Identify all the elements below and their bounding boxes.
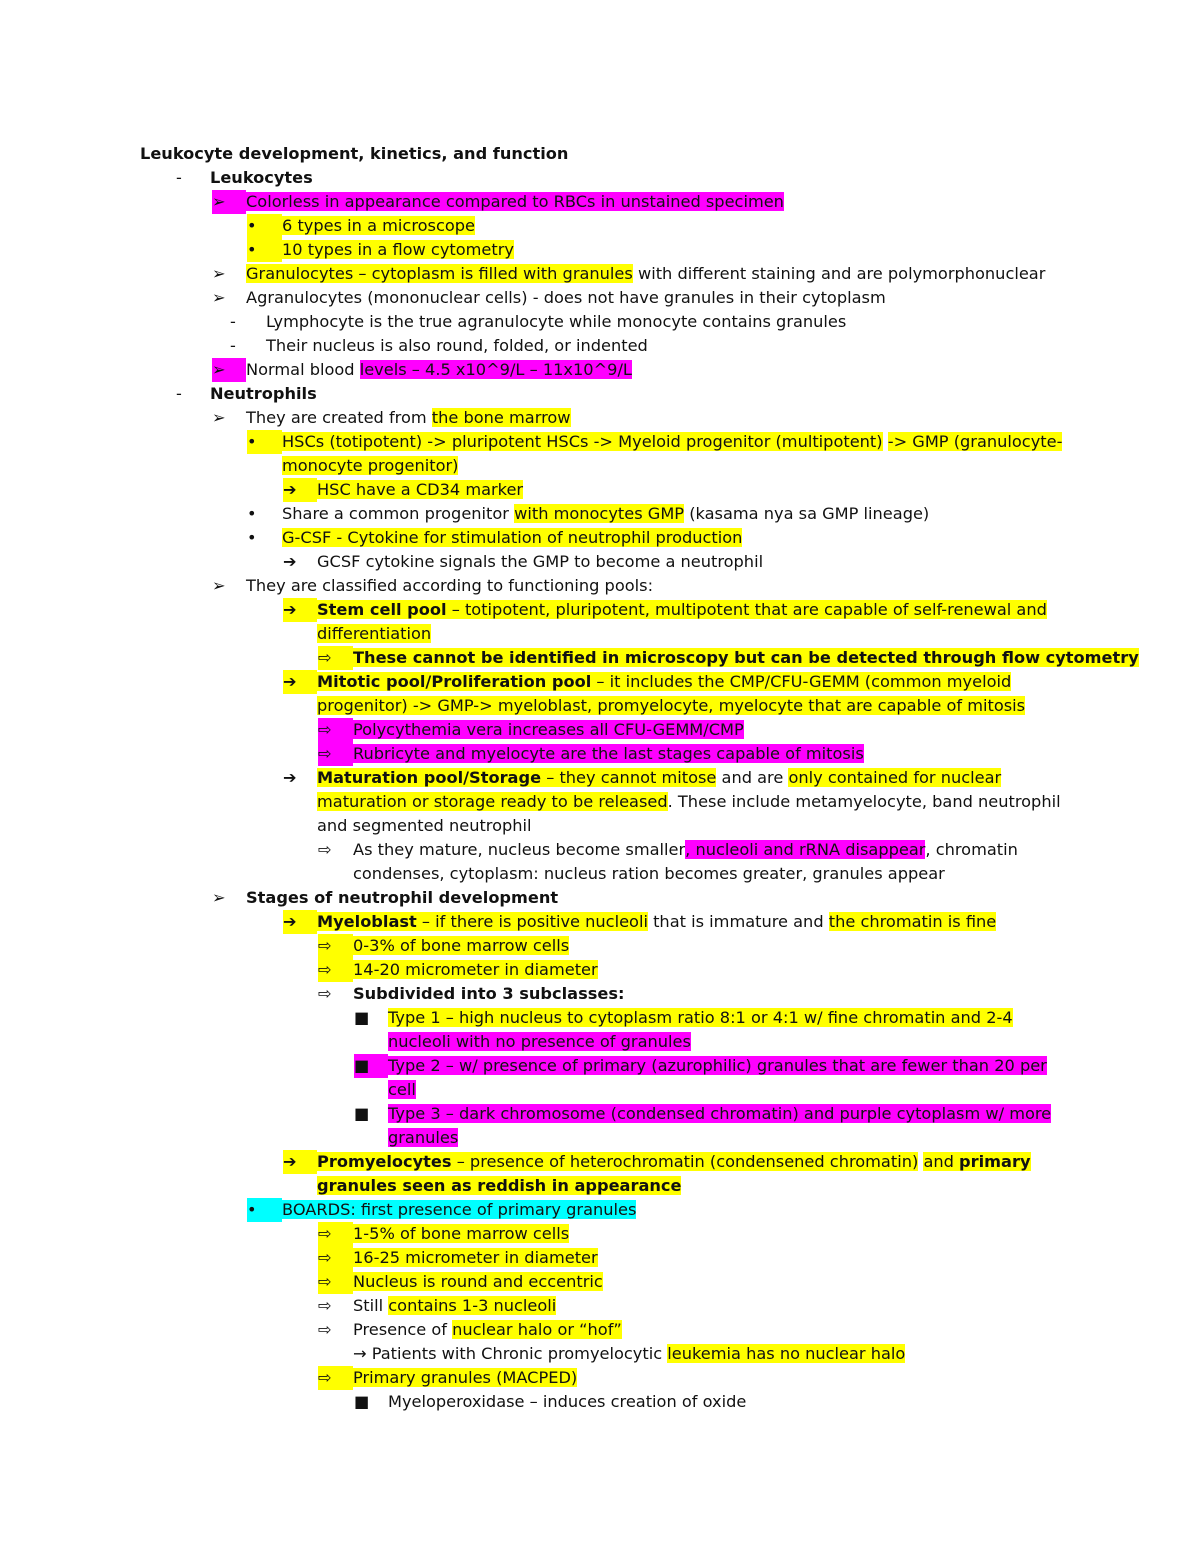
- arrow-marker-icon: ➢: [212, 264, 226, 283]
- oarrow-marker-icon: ⇨: [318, 840, 332, 859]
- text-line: [247, 1198, 636, 1222]
- text-line: [318, 646, 1139, 670]
- highlighted-text: 6 types in a microscope: [282, 216, 475, 235]
- bullet-marker-icon: •: [247, 1198, 282, 1222]
- text-line: [317, 694, 1025, 718]
- text-line: [318, 958, 598, 982]
- text-line: [212, 190, 784, 214]
- line-text: → Patients with Chronic promyelocytic: [353, 1344, 668, 1363]
- highlighted-text: 16-25 micrometer in diameter: [353, 1248, 598, 1267]
- text-line: [354, 1390, 746, 1414]
- highlighted-text: Maturation pool/Storage: [317, 768, 542, 787]
- text-line: [354, 1006, 1013, 1030]
- arrow-marker-icon: ➢: [212, 576, 226, 595]
- arrow-marker-icon: ➢: [212, 358, 246, 382]
- text-line: [212, 886, 558, 910]
- line-text: Their nucleus is also round, folded, or indented: [266, 336, 648, 355]
- oarrow-marker-icon: ⇨: [318, 646, 353, 670]
- text-line: [318, 982, 624, 1006]
- text-line: [283, 598, 1047, 622]
- highlighted-text: , nucleoli and rRNA disappear: [685, 840, 926, 859]
- highlighted-text: Nucleus is round and eccentric: [353, 1272, 603, 1291]
- highlighted-text: granules: [388, 1128, 459, 1147]
- text-line: [283, 910, 996, 934]
- highlighted-text: 14-20 micrometer in diameter: [353, 960, 598, 979]
- line-text: As they mature, nucleus become smaller: [353, 840, 686, 859]
- highlighted-text: Polycythemia vera increases all CFU-GEMM/CMP: [353, 720, 744, 739]
- line-text: They are created from: [246, 408, 432, 427]
- arrow-marker-icon: ➢: [212, 190, 246, 214]
- text-line: [318, 1270, 603, 1294]
- dash-marker-icon: -: [230, 336, 236, 355]
- line-text: with different staining and are polymorphonuclear: [632, 264, 1046, 283]
- highlighted-text: Granulocytes – cytoplasm is filled with granules: [246, 264, 633, 283]
- oarrow-marker-icon: ⇨: [318, 1366, 353, 1390]
- highlighted-text: primary: [959, 1152, 1031, 1171]
- text-line: [230, 310, 846, 334]
- line-text: Myeloperoxidase – induces creation of oxide: [388, 1392, 747, 1411]
- text-line: [317, 814, 532, 838]
- text-line: [354, 1054, 1047, 1078]
- text-line: [353, 862, 945, 886]
- highlighted-text: Promyelocytes: [317, 1152, 452, 1171]
- line-text: Subdivided into 3 subclasses:: [353, 984, 625, 1003]
- highlighted-text: Stem cell pool: [317, 600, 447, 619]
- highlighted-text: maturation or storage ready to be released: [317, 792, 668, 811]
- rarrow-marker-icon: ➔: [283, 552, 297, 571]
- line-text: Presence of: [353, 1320, 453, 1339]
- highlighted-text: only contained for nuclear: [788, 768, 1002, 787]
- line-text: Neutrophils: [210, 384, 317, 403]
- text-line: [283, 478, 523, 502]
- arrow-marker-icon: ➢: [212, 288, 226, 307]
- highlighted-text: HSCs (totipotent) -> pluripotent HSCs -> Myeloid progenitor (multipotent): [282, 432, 883, 451]
- highlighted-text: progenitor) -> GMP-> myeloblast, promyelocyte, myelocyte that are capable of mitosis: [317, 696, 1026, 715]
- bullet-marker-icon: •: [247, 430, 282, 454]
- text-line: [212, 358, 632, 382]
- text-line: [318, 718, 744, 742]
- highlighted-text: Type 2 – w/ presence of primary (azurophilic) granules that are fewer than 20 per: [388, 1056, 1047, 1075]
- oarrow-marker-icon: ⇨: [318, 1246, 353, 1270]
- text-line: [230, 334, 648, 358]
- text-line: [318, 1246, 598, 1270]
- highlighted-text: nuclear halo or “hof”: [452, 1320, 622, 1339]
- highlighted-text: nucleoli with no presence of granules: [388, 1032, 691, 1051]
- rarrow-marker-icon: ➔: [283, 598, 317, 622]
- highlighted-text: BOARDS: first presence of primary granules: [282, 1200, 637, 1219]
- text-line: [247, 238, 514, 262]
- highlighted-text: These cannot be identified in microscopy but can be detected through flow cytometry: [353, 648, 1139, 667]
- highlighted-text: 10 types in a flow cytometry: [282, 240, 514, 259]
- dash-marker-icon: -: [176, 384, 182, 403]
- highlighted-text: Rubricyte and myelocyte are the last stages capable of mitosis: [353, 744, 864, 763]
- rarrow-marker-icon: ➔: [283, 670, 317, 694]
- line-text: , chromatin: [925, 840, 1018, 859]
- highlighted-text: the bone marrow: [431, 408, 571, 427]
- text-line: [388, 1078, 416, 1102]
- text-line: [388, 1126, 458, 1150]
- dash-marker-icon: -: [230, 312, 236, 331]
- text-line: [283, 766, 1001, 790]
- document-title: [140, 142, 568, 166]
- highlighted-text: -> GMP (granulocyte-: [887, 432, 1063, 451]
- text-line: [282, 454, 458, 478]
- highlighted-text: contains 1-3 nucleoli: [388, 1296, 557, 1315]
- highlighted-text: – it includes the CMP/CFU-GEMM (common myeloid: [591, 672, 1012, 691]
- highlighted-text: – if there is positive nucleoli: [416, 912, 648, 931]
- line-text: [883, 432, 888, 451]
- text-line: [318, 1294, 556, 1318]
- line-text: They are classified according to functioning pools:: [246, 576, 654, 595]
- text-line: [318, 1318, 622, 1342]
- text-line: [317, 1174, 681, 1198]
- text-line: [318, 1222, 569, 1246]
- text-line: [212, 574, 653, 598]
- rarrow-marker-icon: ➔: [283, 768, 297, 787]
- line-text: Share a common progenitor: [282, 504, 515, 523]
- arrow-marker-icon: ➢: [212, 408, 226, 427]
- line-text: Leukocytes: [210, 168, 313, 187]
- highlighted-text: G-CSF - Cytokine for stimulation of neutrophil production: [282, 528, 743, 547]
- oarrow-marker-icon: ⇨: [318, 1296, 332, 1315]
- square-marker-icon: ■: [354, 1104, 370, 1123]
- highlighted-text: the chromatin is fine: [828, 912, 997, 931]
- text-line: [317, 622, 431, 646]
- text-line: [354, 1102, 1051, 1126]
- line-text: Stages of neutrophil development: [246, 888, 559, 907]
- highlighted-text: Colorless in appearance compared to RBCs in unstained specimen: [246, 192, 784, 211]
- square-marker-icon: ■: [354, 1054, 388, 1078]
- text-line: [212, 286, 886, 310]
- oarrow-marker-icon: ⇨: [318, 718, 353, 742]
- text-line: [212, 406, 571, 430]
- text-line: [247, 430, 1062, 454]
- oarrow-marker-icon: ⇨: [318, 742, 353, 766]
- highlighted-text: – totipotent, pluripotent, multipotent that are capable of self-renewal and: [446, 600, 1047, 619]
- text-line: [318, 838, 1018, 862]
- highlighted-text: HSC have a CD34 marker: [317, 480, 524, 499]
- highlighted-text: and: [923, 1152, 960, 1171]
- line-text: GCSF cytokine signals the GMP to become a neutrophil: [317, 552, 764, 571]
- line-text: Normal blood: [246, 360, 360, 379]
- line-text: condenses, cytoplasm: nucleus ration becomes greater, granules appear: [353, 864, 945, 883]
- text-line: [353, 1342, 905, 1366]
- text-line: [388, 1030, 691, 1054]
- rarrow-marker-icon: ➔: [283, 910, 317, 934]
- text-line: [318, 1366, 577, 1390]
- rarrow-marker-icon: ➔: [283, 1150, 317, 1174]
- highlighted-text: with monocytes GMP: [514, 504, 685, 523]
- highlighted-text: Type 1 – high nucleus to cytoplasm ratio 8:1 or 4:1 w/ fine chromatin and 2-4: [388, 1008, 1013, 1027]
- text-line: [212, 262, 1045, 286]
- rarrow-marker-icon: ➔: [283, 478, 317, 502]
- oarrow-marker-icon: ⇨: [318, 1320, 332, 1339]
- oarrow-marker-icon: ⇨: [318, 1270, 353, 1294]
- oarrow-marker-icon: ⇨: [318, 934, 353, 958]
- text-line: [318, 742, 864, 766]
- line-text: and are: [716, 768, 789, 787]
- line-text: Lymphocyte is the true agranulocyte while monocyte contains granules: [266, 312, 847, 331]
- line-text: Agranulocytes (mononuclear cells) - does not have granules in their cytoplasm: [246, 288, 886, 307]
- bullet-marker-icon: •: [247, 528, 257, 547]
- highlighted-text: – presence of heterochromatin (condensened chromatin): [451, 1152, 919, 1171]
- highlighted-text: granules seen as reddish in appearance: [317, 1176, 682, 1195]
- text-line: [317, 790, 1061, 814]
- text-line: [283, 1150, 1031, 1174]
- line-text: . These include metamyelocyte, band neutrophil: [667, 792, 1061, 811]
- bullet-marker-icon: •: [247, 214, 282, 238]
- bullet-marker-icon: •: [247, 238, 282, 262]
- highlighted-text: 1-5% of bone marrow cells: [353, 1224, 570, 1243]
- arrow-marker-icon: ➢: [212, 888, 226, 907]
- line-text: Leukocyte development, kinetics, and function: [140, 144, 569, 163]
- text-line: [247, 502, 929, 526]
- highlighted-text: cell: [388, 1080, 416, 1099]
- oarrow-marker-icon: ⇨: [318, 984, 332, 1003]
- oarrow-marker-icon: ⇨: [318, 958, 353, 982]
- line-text: (kasama nya sa GMP lineage): [684, 504, 930, 523]
- highlighted-text: Myeloblast: [317, 912, 417, 931]
- text-line: [247, 526, 742, 550]
- text-line: [176, 166, 313, 190]
- highlighted-text: differentiation: [317, 624, 432, 643]
- highlighted-text: monocyte progenitor): [282, 456, 459, 475]
- line-text: that is immature and: [647, 912, 829, 931]
- line-text: and segmented neutrophil: [317, 816, 532, 835]
- text-line: [247, 214, 475, 238]
- oarrow-marker-icon: ⇨: [318, 1222, 353, 1246]
- text-line: [318, 934, 569, 958]
- highlighted-text: Type 3 – dark chromosome (condensed chromatin) and purple cytoplasm w/ more: [388, 1104, 1052, 1123]
- text-line: [176, 382, 317, 406]
- bullet-marker-icon: •: [247, 504, 257, 523]
- highlighted-text: Mitotic pool/Proliferation pool: [317, 672, 592, 691]
- line-text: Still: [353, 1296, 389, 1315]
- square-marker-icon: ■: [354, 1392, 370, 1411]
- text-line: [283, 670, 1011, 694]
- highlighted-text: 0-3% of bone marrow cells: [353, 936, 570, 955]
- highlighted-text: leukemia has no nuclear halo: [667, 1344, 906, 1363]
- text-line: [283, 550, 763, 574]
- square-marker-icon: ■: [354, 1008, 370, 1027]
- dash-marker-icon: -: [176, 168, 182, 187]
- highlighted-text: Primary granules (MACPED): [353, 1368, 578, 1387]
- highlighted-text: levels – 4.5 x10^9/L – 11x10^9/L: [359, 360, 632, 379]
- highlighted-text: – they cannot mitose: [541, 768, 717, 787]
